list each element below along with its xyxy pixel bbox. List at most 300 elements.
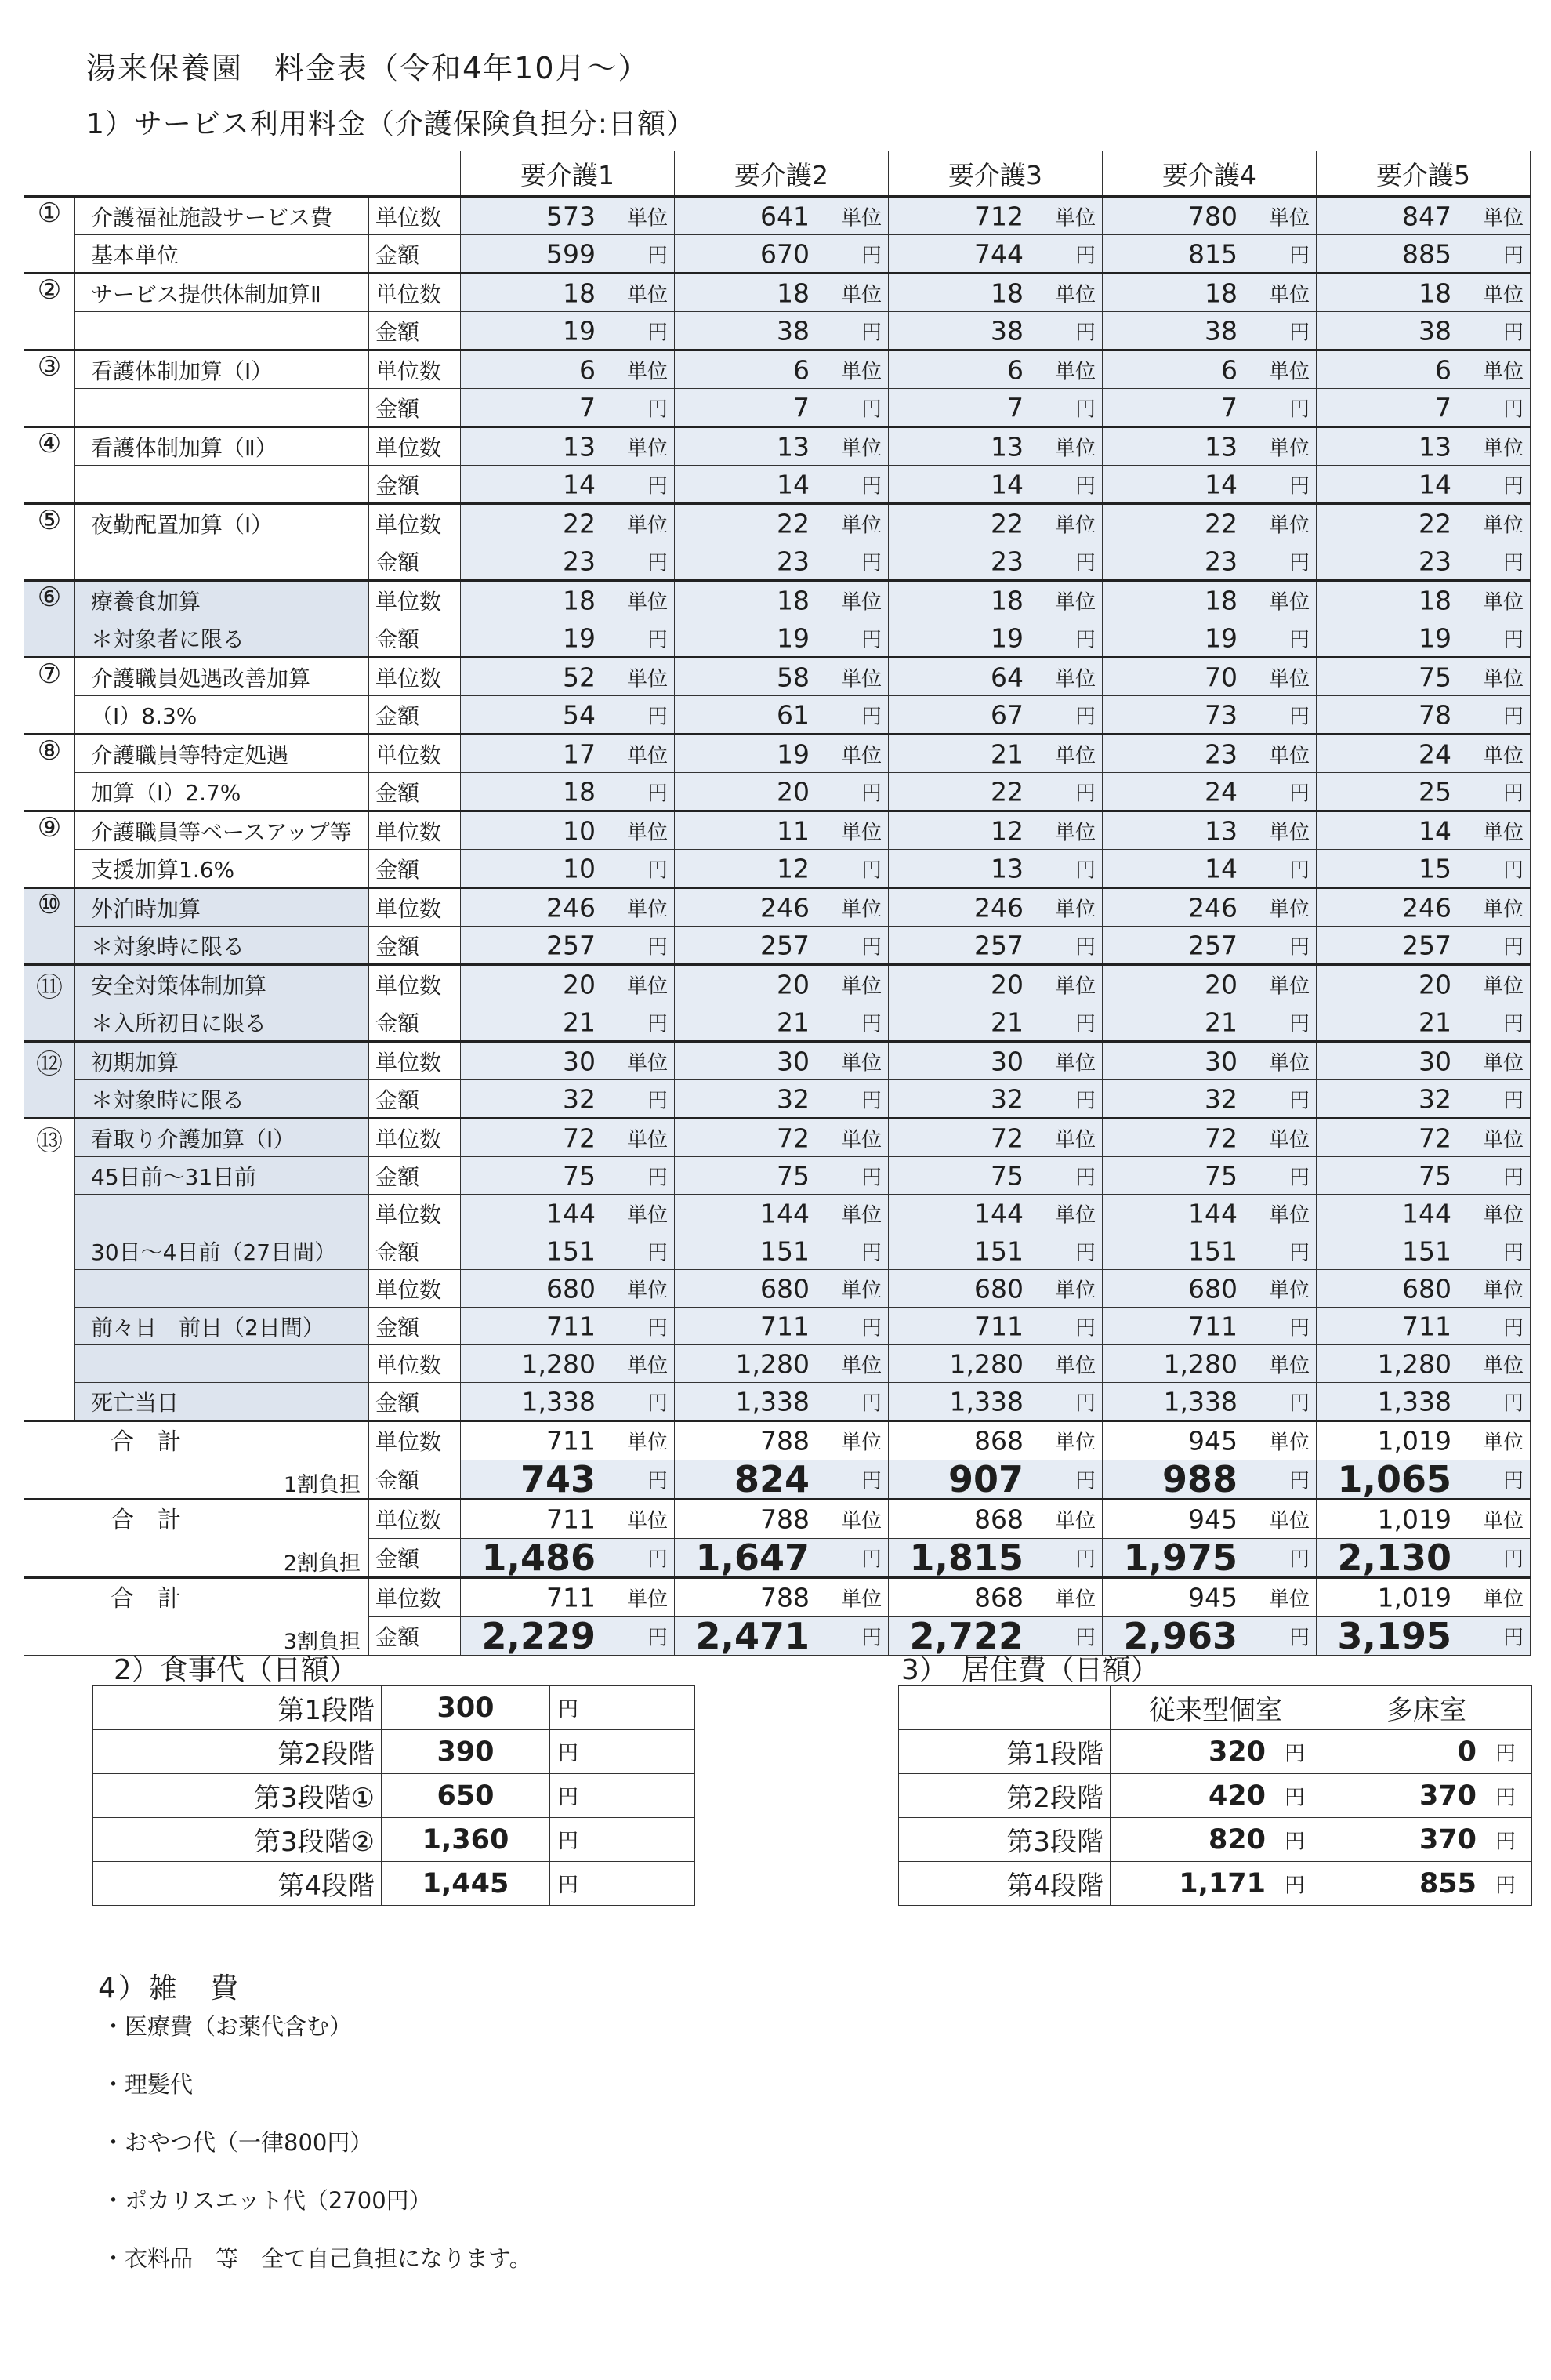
- value-cell: [1317, 235, 1531, 274]
- value-unit: 単位: [1269, 437, 1310, 460]
- value-unit: 円: [1503, 1391, 1524, 1415]
- value-cell: [1317, 658, 1531, 696]
- food-row: [93, 1730, 695, 1774]
- value-cell: [675, 389, 889, 427]
- value-unit: 単位: [1269, 206, 1310, 230]
- value-number: 22: [563, 508, 596, 539]
- value-number: 72: [777, 1123, 810, 1153]
- value-unit: 単位: [1055, 360, 1096, 383]
- value-cell: [1317, 1232, 1531, 1270]
- value-unit: 円: [1289, 1241, 1310, 1264]
- item-name: [75, 1345, 369, 1383]
- value-cell: [1103, 773, 1317, 811]
- value-unit: 円: [1075, 1089, 1096, 1112]
- value-unit: 単位: [627, 590, 669, 614]
- value-cell: [461, 1157, 675, 1195]
- row-type-label: 金額: [369, 850, 461, 888]
- value-number: 1,019: [1377, 1425, 1452, 1457]
- value-number: 144: [1402, 1198, 1452, 1228]
- value-cell: [1103, 1539, 1317, 1578]
- value-unit: 単位: [841, 1128, 882, 1152]
- value-unit: 円: [861, 1547, 882, 1572]
- value-number: 18: [563, 776, 596, 807]
- food-row: [93, 1818, 695, 1862]
- value-unit: 円: [1289, 321, 1310, 344]
- header-level: 要介護4: [1103, 151, 1317, 197]
- value-number: 868: [974, 1582, 1024, 1613]
- item13-row: [24, 1157, 1531, 1195]
- value-cell: [889, 1119, 1103, 1157]
- value-number: 246: [546, 892, 596, 923]
- item-row: [24, 850, 1531, 888]
- value-unit: 円: [1075, 858, 1096, 882]
- value-number: 14: [1205, 469, 1238, 499]
- value-number: 885: [1402, 238, 1452, 269]
- value-cell: [889, 1232, 1103, 1270]
- value-number: 72: [991, 1123, 1024, 1153]
- value-unit: 円: [1289, 1089, 1310, 1112]
- value-cell: [1317, 773, 1531, 811]
- value-number: 75: [1419, 662, 1452, 692]
- value-cell: [461, 235, 675, 274]
- item-number: ⑪: [24, 965, 75, 1042]
- value-unit: 円: [1503, 551, 1524, 575]
- value-cell: [1103, 235, 1317, 274]
- value-number: 32: [1419, 1083, 1452, 1114]
- value-number: 70: [1205, 662, 1238, 692]
- value-number: 18: [1419, 278, 1452, 308]
- row-type-label: 金額: [369, 1157, 461, 1195]
- value-number: 64: [991, 662, 1024, 692]
- value-cell: [889, 927, 1103, 965]
- item-row: [24, 1080, 1531, 1119]
- value-cell: [461, 773, 675, 811]
- value-unit: 円: [1075, 935, 1096, 959]
- value-unit: 円: [647, 1391, 669, 1415]
- value-cell: [461, 1195, 675, 1232]
- residence-row: [899, 1730, 1532, 1774]
- misc-list: [102, 1997, 532, 2287]
- value-number: 30: [991, 1046, 1024, 1076]
- value-number: 1,815: [909, 1538, 1024, 1578]
- item13-row: [24, 1345, 1531, 1383]
- value-number: 2,471: [695, 1616, 810, 1656]
- value-number: 17: [563, 738, 596, 769]
- value-number: 30: [777, 1046, 810, 1076]
- residence-value-cell: [1111, 1818, 1321, 1862]
- row-type-label: 単位数: [369, 658, 461, 696]
- value-cell: [461, 542, 675, 581]
- residence-value-cell: [1321, 1862, 1532, 1906]
- item13-row: [24, 1232, 1531, 1270]
- value-cell: [675, 427, 889, 466]
- value-number: 847: [1402, 201, 1452, 231]
- item-row: [24, 350, 1531, 389]
- value-cell: [675, 850, 889, 888]
- item-name: 療養食加算: [75, 581, 369, 619]
- value-unit: 円: [1503, 1241, 1524, 1264]
- value-unit: 単位: [1269, 667, 1310, 691]
- burden-label: 3割負担: [283, 1630, 361, 1654]
- value-unit: 単位: [1055, 898, 1096, 921]
- row-type-label: 金額: [369, 235, 461, 274]
- value-cell: [889, 312, 1103, 350]
- value-cell: [675, 466, 889, 504]
- value-number: 23: [1205, 738, 1238, 769]
- value-number: 257: [974, 930, 1024, 960]
- value-number: 23: [991, 546, 1024, 576]
- value-cell: [1317, 466, 1531, 504]
- value-unit: 単位: [1269, 1509, 1310, 1533]
- value-number: 25: [1419, 776, 1452, 807]
- item-name: 看取り介護加算（Ⅰ）: [75, 1119, 369, 1157]
- value-number: 11: [777, 815, 810, 846]
- food-row: [93, 1774, 695, 1818]
- row-type-label: 金額: [369, 1003, 461, 1042]
- value-unit: 円: [1075, 1241, 1096, 1264]
- value-number: 1,486: [481, 1538, 596, 1578]
- value-cell: [1317, 1003, 1531, 1042]
- value-unit: 単位: [1483, 206, 1524, 230]
- value-cell: [675, 811, 889, 850]
- value-number: 711: [546, 1582, 596, 1613]
- value-cell: [461, 1270, 675, 1308]
- value-unit: 円: [861, 858, 882, 882]
- value-number: 1,280: [949, 1348, 1024, 1379]
- value-number: 21: [1205, 1007, 1238, 1037]
- value-number: 2,229: [481, 1616, 596, 1656]
- value-number: 19: [777, 622, 810, 653]
- value-cell: [1317, 927, 1531, 965]
- value-number: 680: [760, 1273, 810, 1304]
- food-value: 1,445: [382, 1862, 550, 1906]
- value-number: 72: [563, 1123, 596, 1153]
- value-number: 641: [760, 201, 810, 231]
- value-cell: [1103, 312, 1317, 350]
- value-cell: [461, 735, 675, 773]
- value-number: 32: [777, 1083, 810, 1114]
- value-cell: [461, 1080, 675, 1119]
- food-stage: 第2段階: [93, 1730, 382, 1774]
- value-number: 75: [563, 1160, 596, 1191]
- value-number: 144: [546, 1198, 596, 1228]
- value-unit: 単位: [1269, 1051, 1310, 1075]
- item-name: 安全対策体制加算: [75, 965, 369, 1003]
- value-number: 18: [777, 585, 810, 615]
- value-unit: 単位: [1269, 513, 1310, 537]
- value-number: 19: [1205, 622, 1238, 653]
- value-number: 151: [974, 1235, 1024, 1266]
- value-unit: 円: [1289, 1166, 1310, 1189]
- row-type-label: 金額: [369, 1383, 461, 1421]
- value-unit: 円: [1289, 551, 1310, 575]
- value-cell: [1103, 389, 1317, 427]
- value-number: 14: [563, 469, 596, 499]
- value-number: 38: [1205, 315, 1238, 346]
- value-unit: 単位: [1483, 821, 1524, 844]
- row-type-label: 金額: [369, 619, 461, 658]
- header-row: [24, 151, 1531, 197]
- value-cell: [889, 850, 1103, 888]
- value-unit: 円: [1289, 705, 1310, 728]
- value-unit: 単位: [841, 744, 882, 767]
- value-unit: 単位: [841, 1431, 882, 1455]
- value-number: 711: [1188, 1311, 1238, 1341]
- item-row: [24, 389, 1531, 427]
- value-cell: [675, 1270, 889, 1308]
- value-unit: 単位: [1483, 1431, 1524, 1455]
- value-number: 868: [974, 1425, 1024, 1457]
- value-unit: 円: [1289, 1316, 1310, 1340]
- item-row: [24, 581, 1531, 619]
- value-unit: 円: [1503, 1316, 1524, 1340]
- value-unit: 単位: [841, 513, 882, 537]
- item-row: [24, 927, 1531, 965]
- item-number: ⑬: [24, 1119, 75, 1421]
- residence-value-cell: [1321, 1774, 1532, 1818]
- value-cell: [1317, 504, 1531, 542]
- value-unit: 単位: [1483, 513, 1524, 537]
- value-unit: 円: [1289, 935, 1310, 959]
- item-row: [24, 773, 1531, 811]
- value-unit: 円: [1075, 1316, 1096, 1340]
- value-cell: [675, 773, 889, 811]
- total-label-cell: [24, 1578, 369, 1656]
- row-type-label: 単位数: [369, 1421, 461, 1460]
- value-unit: 円: [1289, 782, 1310, 805]
- value-unit: 円: [1503, 1166, 1524, 1189]
- value-cell: [889, 581, 1103, 619]
- value-number: 246: [1188, 892, 1238, 923]
- total-label-cell: [24, 1421, 369, 1500]
- value-unit: 円: [1503, 935, 1524, 959]
- value-unit: 円: [861, 474, 882, 498]
- value-cell: [461, 927, 675, 965]
- value-number: 18: [991, 585, 1024, 615]
- value-unit: 単位: [1269, 1354, 1310, 1377]
- value-cell: [675, 350, 889, 389]
- value-unit: 円: [1503, 1469, 1524, 1493]
- residence-value: 1,171: [1179, 1867, 1266, 1899]
- value-number: 20: [1205, 969, 1238, 1000]
- food-stage: 第3段階②: [93, 1818, 382, 1862]
- item-row: [24, 696, 1531, 735]
- item-name: 加算（Ⅰ）2.7%: [75, 773, 369, 811]
- value-number: 30: [1205, 1046, 1238, 1076]
- misc-section-title: 4）雑 費: [98, 1972, 241, 2004]
- value-cell: [889, 888, 1103, 927]
- value-number: 18: [563, 585, 596, 615]
- residence-header-row: [899, 1686, 1532, 1730]
- value-number: 18: [777, 278, 810, 308]
- value-number: 12: [991, 815, 1024, 846]
- value-number: 2,963: [1123, 1616, 1238, 1656]
- food-unit: 円: [550, 1774, 695, 1818]
- value-unit: 単位: [1269, 1128, 1310, 1152]
- value-unit: 円: [1075, 551, 1096, 575]
- item-name: 死亡当日: [75, 1383, 369, 1421]
- value-unit: 円: [861, 397, 882, 421]
- value-cell: [461, 850, 675, 888]
- residence-row: [899, 1818, 1532, 1862]
- value-cell: [1317, 888, 1531, 927]
- value-unit: 単位: [841, 1203, 882, 1227]
- value-number: 907: [948, 1460, 1024, 1500]
- value-number: 22: [1205, 508, 1238, 539]
- value-cell: [461, 389, 675, 427]
- misc-item: ・医療費（お薬代含む）: [102, 2013, 353, 2040]
- item13-row: [24, 1308, 1531, 1345]
- value-cell: [1317, 312, 1531, 350]
- value-unit: 円: [861, 1391, 882, 1415]
- item-name: 夜勤配置加算（Ⅰ）: [75, 504, 369, 542]
- value-number: 1,647: [695, 1538, 810, 1578]
- total-label: 合 計: [111, 1507, 181, 1534]
- value-unit: 単位: [627, 1509, 669, 1533]
- row-type-label: 単位数: [369, 888, 461, 927]
- value-unit: 単位: [1269, 821, 1310, 844]
- value-number: 13: [777, 431, 810, 462]
- value-number: 680: [1402, 1273, 1452, 1304]
- value-unit: 円: [1075, 1626, 1096, 1650]
- item-number: ⑤: [24, 504, 75, 581]
- value-number: 18: [1205, 585, 1238, 615]
- value-cell: [461, 1500, 675, 1539]
- value-unit: 円: [647, 321, 669, 344]
- value-unit: 単位: [1483, 437, 1524, 460]
- item-number: ⑦: [24, 658, 75, 735]
- value-cell: [461, 658, 675, 696]
- value-cell: [675, 1421, 889, 1460]
- item-name: 初期加算: [75, 1042, 369, 1080]
- value-cell: [889, 619, 1103, 658]
- value-number: 711: [974, 1311, 1024, 1341]
- value-number: 14: [991, 469, 1024, 499]
- value-cell: [889, 1383, 1103, 1421]
- value-number: 711: [546, 1311, 596, 1341]
- value-cell: [675, 888, 889, 927]
- value-cell: [889, 1345, 1103, 1383]
- misc-item: ・おやつ代（一律800円）: [102, 2129, 373, 2156]
- value-cell: [1103, 888, 1317, 927]
- residence-unit: 円: [1284, 1830, 1305, 1853]
- item-name: [75, 542, 369, 581]
- value-number: 13: [1205, 815, 1238, 846]
- value-unit: 円: [1503, 782, 1524, 805]
- value-cell: [461, 504, 675, 542]
- header-level: 要介護5: [1317, 151, 1531, 197]
- value-unit: 単位: [627, 513, 669, 537]
- value-cell: [889, 197, 1103, 235]
- value-unit: 円: [647, 1166, 669, 1189]
- value-unit: 単位: [627, 1051, 669, 1075]
- value-cell: [675, 619, 889, 658]
- value-unit: 単位: [1269, 898, 1310, 921]
- value-cell: [1103, 811, 1317, 850]
- value-cell: [1317, 1345, 1531, 1383]
- value-unit: 単位: [1055, 1509, 1096, 1533]
- misc-item: ・理髪代: [102, 2071, 194, 2098]
- value-number: 1,280: [1377, 1348, 1452, 1379]
- value-unit: 単位: [1269, 590, 1310, 614]
- value-number: 20: [777, 969, 810, 1000]
- value-number: 12: [777, 853, 810, 883]
- value-unit: 円: [861, 935, 882, 959]
- value-number: 151: [1402, 1235, 1452, 1266]
- row-type-label: 金額: [369, 466, 461, 504]
- value-cell: [1103, 197, 1317, 235]
- value-unit: 円: [1289, 474, 1310, 498]
- value-number: 14: [1419, 815, 1452, 846]
- value-number: 3,195: [1337, 1616, 1452, 1656]
- value-unit: 円: [647, 1626, 669, 1650]
- value-cell: [1103, 1421, 1317, 1460]
- value-number: 18: [563, 278, 596, 308]
- value-unit: 円: [861, 551, 882, 575]
- value-unit: 単位: [1483, 590, 1524, 614]
- value-cell: [1317, 1270, 1531, 1308]
- value-unit: 単位: [1269, 1203, 1310, 1227]
- value-unit: 単位: [1055, 1354, 1096, 1377]
- food-section-title: 2）食事代（日額）: [114, 1654, 357, 1686]
- value-cell: [461, 466, 675, 504]
- value-unit: 円: [1075, 1391, 1096, 1415]
- value-cell: [675, 581, 889, 619]
- row-type-label: 金額: [369, 542, 461, 581]
- value-number: 18: [1205, 278, 1238, 308]
- value-unit: 単位: [841, 898, 882, 921]
- residence-section-title: 3） 居住費（日額）: [901, 1654, 1159, 1686]
- value-unit: 円: [1289, 244, 1310, 267]
- value-number: 32: [563, 1083, 596, 1114]
- value-unit: 単位: [627, 1203, 669, 1227]
- value-cell: [675, 965, 889, 1003]
- value-number: 22: [777, 508, 810, 539]
- value-unit: 単位: [841, 206, 882, 230]
- value-number: 24: [1205, 776, 1238, 807]
- value-unit: 単位: [1483, 898, 1524, 921]
- item-name: 看護体制加算（Ⅱ）: [75, 427, 369, 466]
- value-cell: [889, 1539, 1103, 1578]
- residence-header-blank: [899, 1686, 1111, 1730]
- item-name: 介護職員等ベースアップ等: [75, 811, 369, 850]
- value-cell: [1317, 1119, 1531, 1157]
- value-number: 1,280: [735, 1348, 810, 1379]
- row-type-label: 単位数: [369, 1345, 461, 1383]
- food-value: 650: [382, 1774, 550, 1818]
- value-cell: [1317, 350, 1531, 389]
- value-cell: [1103, 1003, 1317, 1042]
- value-cell: [461, 1308, 675, 1345]
- value-unit: 円: [861, 1166, 882, 1189]
- item-name: 45日前～31日前: [75, 1157, 369, 1195]
- residence-value: 855: [1419, 1867, 1477, 1899]
- value-number: 72: [1205, 1123, 1238, 1153]
- item-row: [24, 811, 1531, 850]
- value-number: 6: [1221, 354, 1238, 385]
- value-number: 815: [1188, 238, 1238, 269]
- value-cell: [1103, 1042, 1317, 1080]
- value-unit: 円: [647, 474, 669, 498]
- value-unit: 円: [647, 551, 669, 575]
- value-cell: [889, 466, 1103, 504]
- value-unit: 円: [1503, 1547, 1524, 1572]
- food-unit: 円: [550, 1862, 695, 1906]
- value-number: 19: [991, 622, 1024, 653]
- value-unit: 円: [861, 244, 882, 267]
- value-cell: [1103, 735, 1317, 773]
- value-cell: [889, 1421, 1103, 1460]
